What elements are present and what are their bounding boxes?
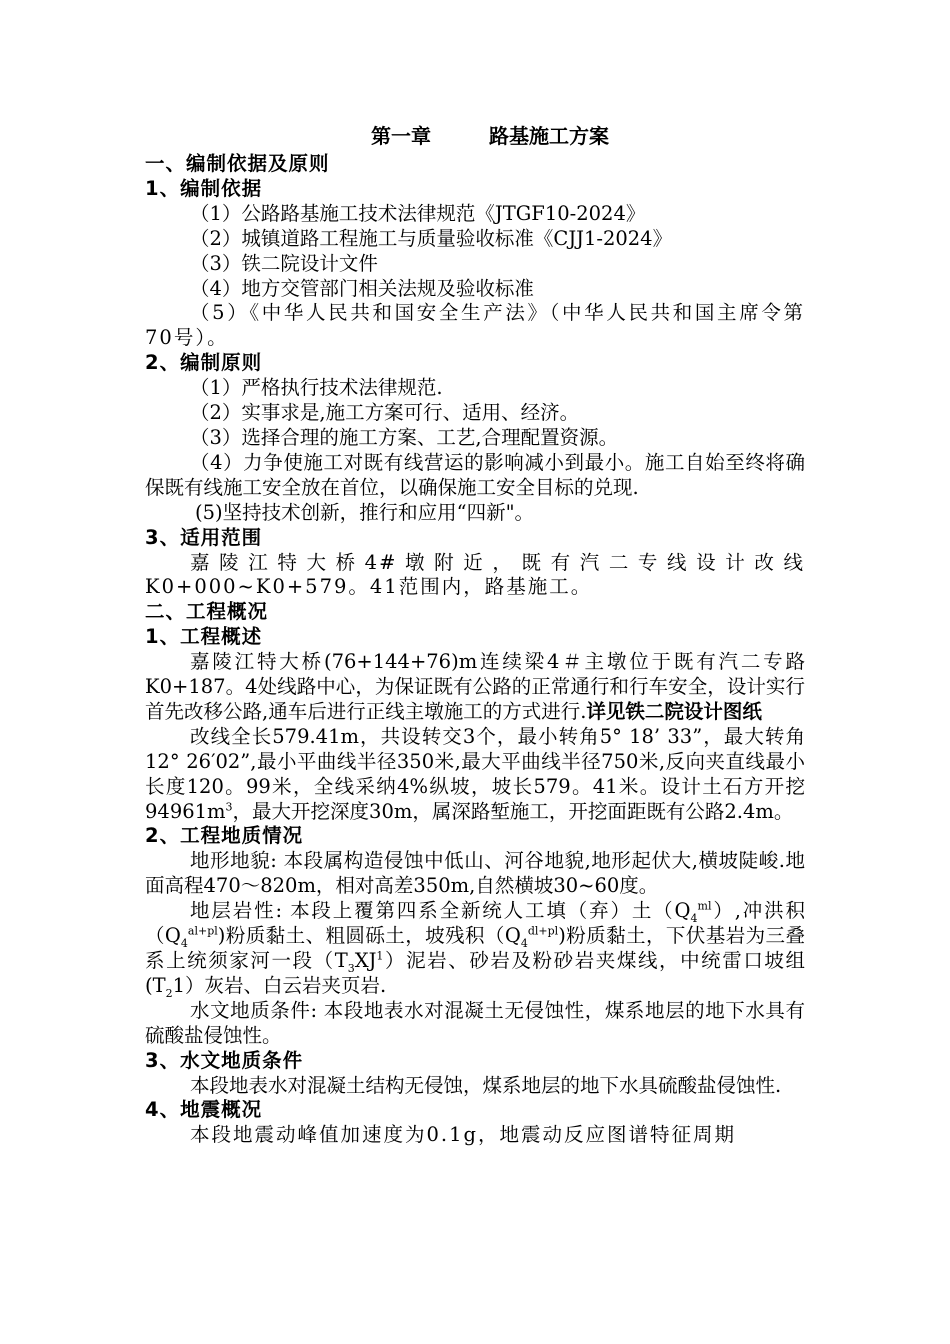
overview-p1-text: 嘉陵江特大桥(76+144+76)m连续梁4＃主墩位于既有汽二专路K0+187。4处线路中心，为保证既有公路的正常通行和行车安全，设计实行首先改移公路,通车后进行正线主墩施工的方式进行. <box>145 650 805 723</box>
subheading-hydrogeology: 3、水文地质条件 <box>145 1048 304 1072</box>
basis-item-5: （5）《中华人民共和国安全生产法》（中华人民共和国主席令第70号）。 <box>145 301 805 350</box>
geology-strata <box>145 899 805 999</box>
strata-t6: ）泥岩、砂岩及粉砂岩夹煤线，中统雷口坡组(T <box>145 949 805 997</box>
strata-sub4: 3 <box>347 961 355 975</box>
seismic-text: 本段地震动峰值加速度为0.1g，地震动反应图谱特征周期 <box>190 1123 736 1147</box>
subheading-scope: 3、适用范围 <box>145 525 263 549</box>
subheading-overview: 1、工程概述 <box>145 625 263 649</box>
section-heading-1: 一、编制依据及原则 <box>145 152 330 175</box>
basis-item-1: （1）公路路基施工技术法律规范《JTGF10-2024》 <box>190 201 646 225</box>
strata-t5: XJ <box>354 949 377 972</box>
strata-sub1: 4 <box>690 912 698 926</box>
geology-hydro: 水文地质条件: 本段地表水对混凝土无侵蚀性，煤系地层的地下水具有硫酸盐侵蚀性。 <box>145 998 805 1047</box>
strata-sup3: dl+pl <box>527 924 559 938</box>
strata-sup1: ml <box>697 899 712 913</box>
overview-p2-sup: 3 <box>225 800 233 814</box>
section-heading-2: 二、工程概况 <box>145 600 269 624</box>
principle-item-1: （1）严格执行技术法律规范. <box>190 376 443 400</box>
strata-t4: )粉质黏土，下伏基岩为三叠系上统须家河一段（T <box>145 924 805 972</box>
basis-item-3: （3）铁二院设计文件 <box>190 251 378 275</box>
scope-text: 嘉陵江特大桥4#墩附近，既有汽二专线设计改线K0+000~K0+579。41范围内，路基施工。 <box>145 550 805 599</box>
strata-t1: 地层岩性: 本段上覆第四系全新统人工填（弃）土（Q <box>190 899 691 923</box>
basis-item-4: （4）地方交管部门相关法规及验收标准 <box>190 276 534 300</box>
principle-item-5: (5)坚持技术创新，推行和应用“四新"。 <box>195 500 535 524</box>
overview-paragraph-2 <box>145 725 805 825</box>
chapter-title <box>145 122 805 150</box>
hydrogeology-text: 本段地表水对混凝土结构无侵蚀，煤系地层的地下水具硫酸盐侵蚀性. <box>190 1073 782 1097</box>
chapter-name: 路基施工方案 <box>489 124 609 148</box>
chapter-number: 第一章 <box>371 124 431 148</box>
strata-t7: 1）灰岩、白云岩夹页岩. <box>172 973 387 997</box>
overview-p1-bold: 详见铁二院设计图纸 <box>586 699 762 723</box>
strata-sup4: 1 <box>376 949 384 963</box>
overview-p2-text-b: ，最大开挖深度30m，属深路堑施工，开挖面距既有公路2.4m。 <box>232 799 794 823</box>
strata-t2: ）,冲洪积（Q <box>145 899 805 948</box>
strata-sub5: 2 <box>165 986 173 1000</box>
strata-t3: )粉质黏土、粗圆砾土，坡残积（Q <box>217 924 521 948</box>
principle-item-2: （2）实事求是,施工方案可行、适用、经济。 <box>190 401 580 425</box>
subheading-seismic: 4、地震概况 <box>145 1098 263 1122</box>
subheading-geology: 2、工程地质情况 <box>145 824 304 848</box>
principle-item-3: （3）选择合理的施工方案、工艺,合理配置资源。 <box>190 425 619 449</box>
strata-sup2: al+pl <box>187 924 218 938</box>
overview-paragraph-1 <box>145 650 805 725</box>
geology-landform: 地形地貌: 本段属构造侵蚀中低山、河谷地貌,地形起伏大,横坡陡峻.地面高程470～820m，相对高差350m,自然横坡30~60度。 <box>145 849 805 898</box>
basis-item-2: （2）城镇道路工程施工与质量验收标准《CJJ1-2024》 <box>190 226 673 250</box>
overview-p2-text-a: 改线全长579.41m，共设转交3个，最小转角5° 18’ 33”，最大转角12° 26′02”,最小平曲线半径350米,最大平曲线半径750米,反向夹直线最小长度120。99米，全线采纳4%纵坡，坡长579。41米。设计土石方开挖94961m <box>145 724 805 823</box>
document-body <box>145 122 805 1148</box>
strata-sub2: 4 <box>180 936 188 950</box>
subheading-principles: 2、编制原则 <box>145 351 263 375</box>
strata-sub3: 4 <box>520 936 528 950</box>
principle-item-4: （4）力争使施工对既有线营运的影响减小到最小。施工自始至终将确保既有线施工安全放在首位，以确保施工安全目标的兑现. <box>145 450 805 499</box>
subheading-basis: 1、编制依据 <box>145 176 263 200</box>
